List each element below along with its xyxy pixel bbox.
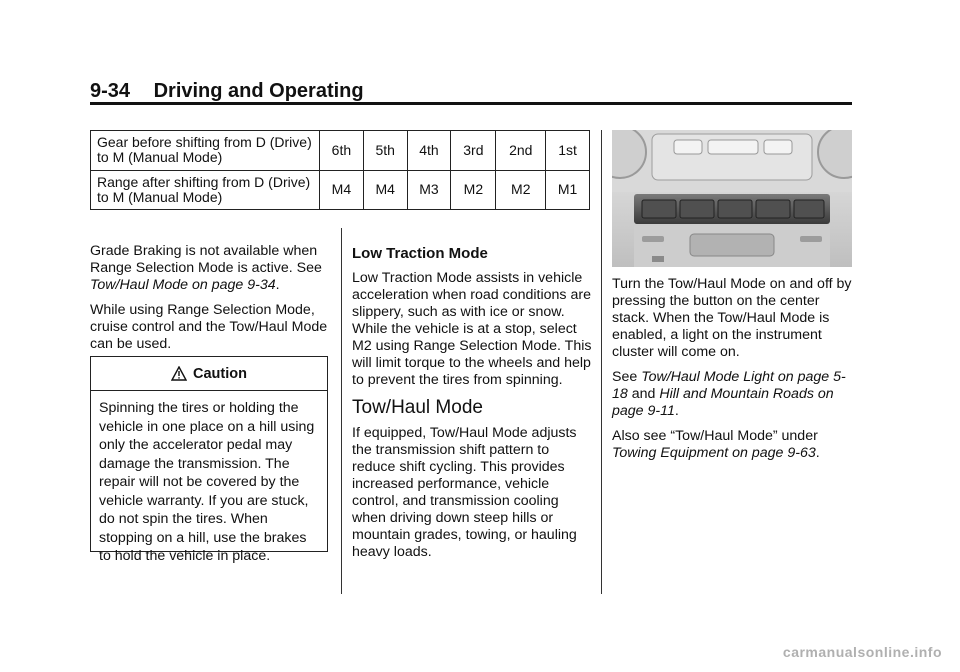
cross-reference-link[interactable]: Tow/Haul Mode Light on page 5-18 — [612, 369, 846, 402]
paragraph — [90, 243, 330, 294]
table-cell: 4th — [407, 131, 451, 171]
table-cell: M3 — [407, 170, 451, 210]
header-rule — [90, 102, 852, 105]
table-cell: M2 — [496, 170, 546, 210]
watermark: carmanualsonline.info — [782, 644, 942, 660]
paragraph — [612, 369, 852, 420]
caution-body: Spinning the tires or holding the vehicle in one place on a hill using only the accelerator pedal may damage the transmission. The repair will not be covered by the vehicle warranty. If you are stuck, do not spin the tires. When stopping on a hill, use the brakes to hold the vehicle in place. — [99, 400, 315, 564]
paragraph-text: . — [815, 445, 820, 461]
column-left — [90, 243, 330, 361]
table-row — [91, 131, 590, 171]
table-row-label: Range after shifting from D (Drive) to M (Manual Mode) — [91, 170, 320, 210]
column-divider — [601, 130, 602, 594]
table-cell: 3rd — [451, 131, 496, 171]
table-cell: M4 — [363, 170, 407, 210]
caution-title: Caution — [193, 365, 247, 382]
cross-reference-link[interactable]: Towing Equipment on page 9-63 — [612, 445, 816, 461]
page-number: 9-34 — [90, 80, 131, 102]
paragraph: Turn the Tow/Haul Mode on and off by pressing the button on the center stack. When the Tow/Haul Mode is enabled, a light on the instrument cluster will come on. — [612, 276, 852, 360]
paragraph: If equipped, Tow/Haul Mode adjusts the transmission shift pattern to reduce shift cycling. This provides increased performance, vehicle control, and transmission cooling when driving down steep hills or mountain grades, towing, or hauling heavy loads. — [352, 425, 577, 560]
paragraph-text: and — [631, 386, 656, 402]
paragraph: While using Range Selection Mode, cruise control and the Tow/Haul Mode can be used. — [90, 302, 328, 352]
cross-reference-link[interactable]: Tow/Haul Mode on page 9-34 — [90, 277, 276, 293]
table-cell: M1 — [546, 170, 590, 210]
caution-header — [91, 357, 327, 391]
paragraph-text: . — [275, 277, 280, 293]
table-cell: M2 — [451, 170, 496, 210]
page-header — [90, 80, 364, 103]
paragraph-text: Also see “Tow/Haul Mode” under — [612, 428, 818, 444]
column-middle — [352, 245, 592, 569]
paragraph — [612, 428, 852, 462]
table-cell: 5th — [363, 131, 407, 171]
caution-box — [90, 356, 328, 564]
paragraph-text: See — [612, 369, 638, 385]
table-cell: M4 — [320, 170, 364, 210]
table-cell: 2nd — [496, 131, 546, 171]
table-cell: 1st — [546, 131, 590, 171]
section-title: Driving and Operating — [153, 80, 364, 102]
low-traction-heading: Low Traction Mode — [352, 245, 488, 262]
table-row-label: Gear before shifting from D (Drive) to M (Manual Mode) — [91, 131, 320, 171]
column-right — [612, 276, 852, 470]
cross-reference-link[interactable]: Hill and Mountain Roads on page 9-11 — [612, 386, 834, 419]
table-row — [91, 170, 590, 210]
paragraph: Low Traction Mode assists in vehicle acceleration when road conditions are slippery, such as with ice or snow. While the vehicle is at a stop, select M2 using Range Selection Mode. This will limit torque to the wheels and help to prevent the tires from spinning. — [352, 270, 592, 388]
paragraph-text: Grade Braking is not available when Range Selection Mode is active. See — [90, 243, 322, 276]
center-stack-illustration — [612, 130, 852, 267]
towhaul-heading: Tow/Haul Mode — [352, 397, 483, 418]
table-cell: 6th — [320, 131, 364, 171]
warning-triangle-icon — [171, 366, 187, 381]
paragraph-text: . — [674, 403, 679, 419]
column-divider — [341, 228, 342, 594]
gear-range-table — [90, 130, 590, 210]
center-stack-photo — [612, 130, 852, 267]
